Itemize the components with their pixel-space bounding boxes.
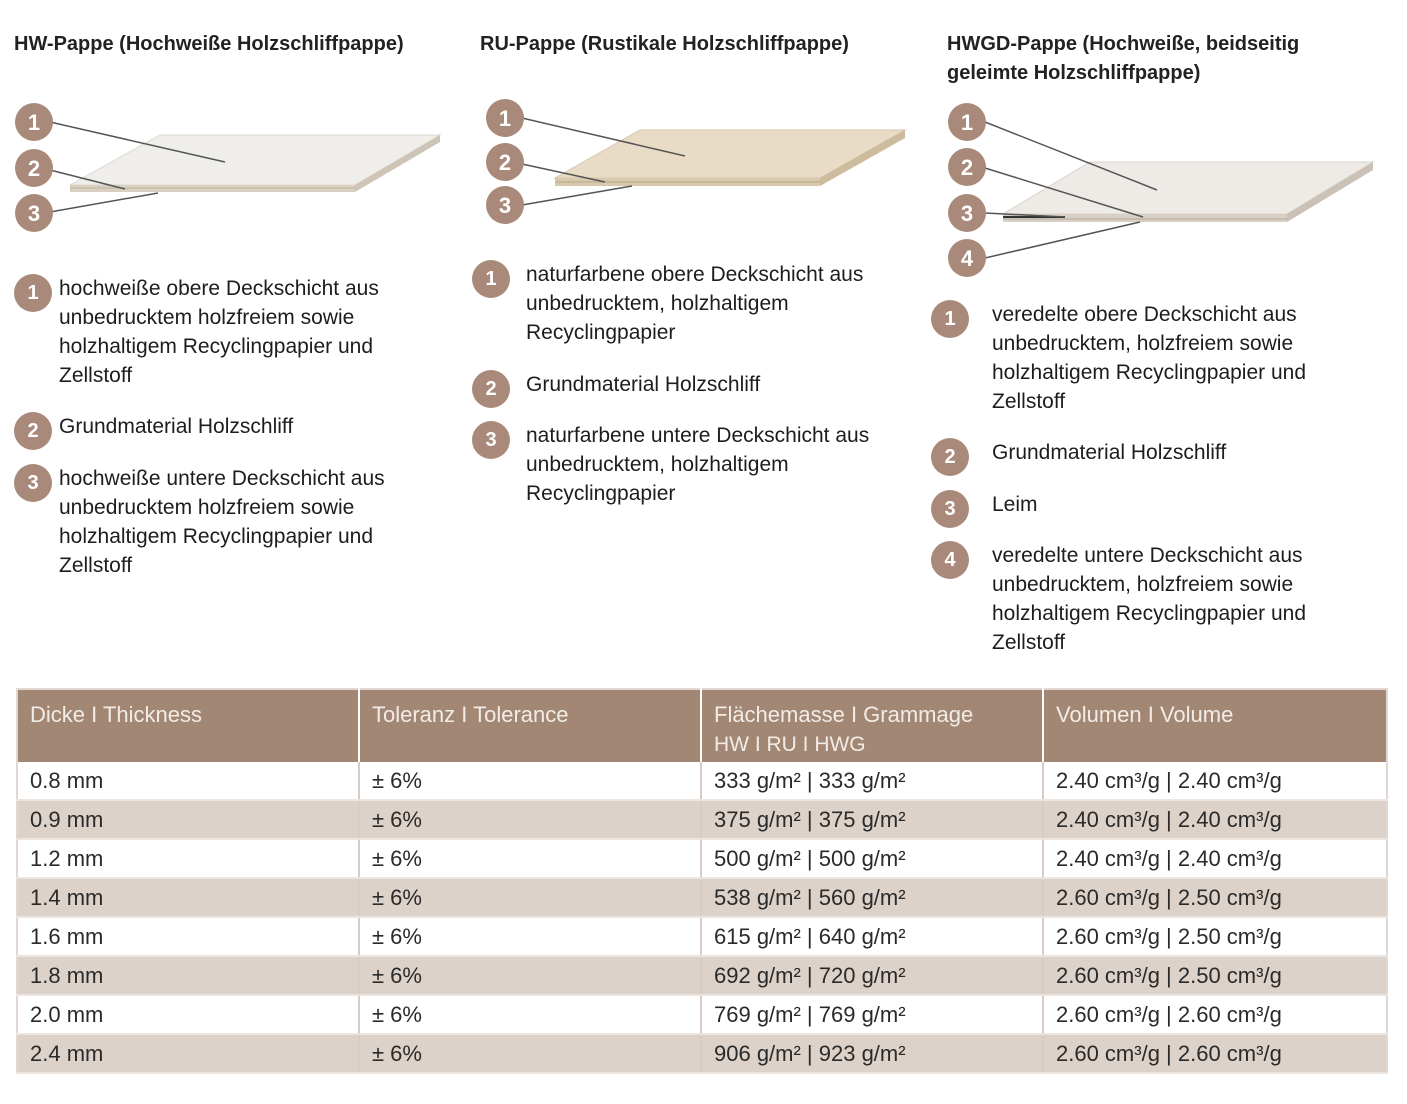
svg-text:3: 3 <box>27 201 41 226</box>
spec-table <box>16 688 1388 1074</box>
svg-text:2: 2 <box>498 150 512 175</box>
cell-grammage: 692 g/m² | 720 g/m² <box>701 956 1043 995</box>
cell-tolerance: ± 6% <box>359 995 701 1034</box>
cell-thickness: 0.8 mm <box>17 762 359 800</box>
hwgd-diagram-marker-4 <box>948 239 986 277</box>
cell-volume: 2.60 cm³/g | 2.50 cm³/g <box>1043 917 1387 956</box>
header-grammage-sub: HW I RU I HWG <box>714 733 866 756</box>
cell-volume: 2.60 cm³/g | 2.50 cm³/g <box>1043 878 1387 917</box>
hw-leader-3 <box>50 193 158 212</box>
hw-board-top-surface <box>70 135 440 185</box>
legend-badge: 1 <box>472 260 510 298</box>
cell-tolerance: ± 6% <box>359 800 701 839</box>
legend-text: Grundmaterial Holzschliff <box>59 415 294 438</box>
legend-badge: 2 <box>14 412 52 450</box>
ru-diagram-marker-1 <box>486 99 524 137</box>
svg-text:1: 1 <box>27 110 41 135</box>
legend-text: veredelte obere Deckschicht aus unbedrucktem, holzfreiem sowie holzhaltigem Recyclingpapier und Zellstoff <box>992 303 1307 413</box>
cell-grammage: 375 g/m² | 375 g/m² <box>701 800 1043 839</box>
legend-text: hochweiße untere Deckschicht aus unbedrucktem holzfreiem sowie holzhaltigem Recyclingpapier und Zellstoff <box>59 467 385 577</box>
column-title-ru: RU-Pappe (Rustikale Holzschliffpappe) <box>480 33 849 55</box>
table-row <box>17 800 1387 839</box>
svg-text:1: 1 <box>498 106 512 131</box>
cell-thickness: 2.0 mm <box>17 995 359 1034</box>
ru-diagram-marker-3 <box>486 186 524 224</box>
legend-badge: 1 <box>931 300 969 338</box>
table-row <box>17 762 1387 800</box>
hwgd-diagram-marker-2 <box>948 148 986 186</box>
legend-text: hochweiße obere Deckschicht aus unbedrucktem holzfreiem sowie holzhaltigem Recyclingpapier und Zellstoff <box>59 277 379 387</box>
cell-thickness: 0.9 mm <box>17 800 359 839</box>
legend-text: Grundmaterial Holzschliff <box>526 373 761 396</box>
legend-badge: 4 <box>931 541 969 579</box>
legend-text: naturfarbene obere Deckschicht aus unbedrucktem, holzhaltigem Recyclingpapier <box>526 263 864 344</box>
header-tolerance: Toleranz I Tolerance <box>359 689 701 762</box>
table-row <box>17 917 1387 956</box>
table-row <box>17 1034 1387 1073</box>
ru-diagram-marker-2 <box>486 143 524 181</box>
cell-tolerance: ± 6% <box>359 1034 701 1073</box>
table-row <box>17 878 1387 917</box>
cell-tolerance: ± 6% <box>359 917 701 956</box>
hwgd-board-top-surface <box>1003 162 1373 214</box>
cell-volume: 2.60 cm³/g | 2.60 cm³/g <box>1043 1034 1387 1073</box>
cell-grammage: 538 g/m² | 560 g/m² <box>701 878 1043 917</box>
cell-tolerance: ± 6% <box>359 839 701 878</box>
cell-thickness: 1.2 mm <box>17 839 359 878</box>
cell-thickness: 1.4 mm <box>17 878 359 917</box>
legend-badge: 3 <box>14 464 52 502</box>
hw-diagram-marker-3 <box>15 194 53 232</box>
legend-badge: 1 <box>14 274 52 312</box>
svg-text:3: 3 <box>498 193 512 218</box>
cell-volume: 2.40 cm³/g | 2.40 cm³/g <box>1043 762 1387 800</box>
ru-board-diagram <box>480 98 920 228</box>
cell-thickness: 2.4 mm <box>17 1034 359 1073</box>
cell-tolerance: ± 6% <box>359 762 701 800</box>
cell-volume: 2.40 cm³/g | 2.40 cm³/g <box>1043 839 1387 878</box>
hw-diagram-marker-1 <box>15 103 53 141</box>
header-thickness: Dicke I Thickness <box>17 689 359 762</box>
svg-text:2: 2 <box>27 156 41 181</box>
hwgd-diagram-marker-1 <box>948 103 986 141</box>
table-header-row <box>17 689 1387 762</box>
legend-text: Grundmaterial Holzschliff <box>992 441 1227 464</box>
hw-board-diagram <box>10 100 450 235</box>
cell-grammage: 500 g/m² | 500 g/m² <box>701 839 1043 878</box>
legend-badge: 2 <box>472 370 510 408</box>
legend-badge: 2 <box>931 438 969 476</box>
legend-badge: 3 <box>472 421 510 459</box>
cell-tolerance: ± 6% <box>359 878 701 917</box>
ru-leader-3 <box>522 186 632 205</box>
column-title-hwgd: HWGD-Pappe (Hochweiße, beidseitig geleimte Holzschliffpappe) <box>947 33 1300 84</box>
header-grammage: Flächemasse I Grammage HW I RU I HWG <box>701 689 1043 762</box>
hwgd-board-diagram <box>945 100 1385 280</box>
cell-volume: 2.60 cm³/g | 2.60 cm³/g <box>1043 995 1387 1034</box>
cell-thickness: 1.8 mm <box>17 956 359 995</box>
header-volume: Volumen I Volume <box>1043 689 1387 762</box>
hwgd-leader-4 <box>985 222 1140 258</box>
cell-grammage: 615 g/m² | 640 g/m² <box>701 917 1043 956</box>
svg-text:1: 1 <box>960 110 974 135</box>
legend-badge: 3 <box>931 490 969 528</box>
column-title-hw: HW-Pappe (Hochweiße Holzschliffpappe) <box>14 33 404 55</box>
legend-text: Leim <box>992 493 1038 516</box>
svg-text:4: 4 <box>960 246 974 271</box>
table-row <box>17 995 1387 1034</box>
table-row <box>17 839 1387 878</box>
hw-diagram-marker-2 <box>15 149 53 187</box>
cell-volume: 2.60 cm³/g | 2.50 cm³/g <box>1043 956 1387 995</box>
cell-tolerance: ± 6% <box>359 956 701 995</box>
svg-text:2: 2 <box>960 155 974 180</box>
cell-volume: 2.40 cm³/g | 2.40 cm³/g <box>1043 800 1387 839</box>
legend-text: veredelte untere Deckschicht aus unbedrucktem, holzfreiem sowie holzhaltigem Recyclingpapier und Zellstoff <box>992 544 1307 654</box>
table-row <box>17 956 1387 995</box>
legend-text: naturfarbene untere Deckschicht aus unbedrucktem, holzhaltigem Recyclingpapier <box>526 424 870 505</box>
hwgd-diagram-marker-3 <box>948 194 986 232</box>
svg-text:3: 3 <box>960 201 974 226</box>
cell-thickness: 1.6 mm <box>17 917 359 956</box>
cell-grammage: 333 g/m² | 333 g/m² <box>701 762 1043 800</box>
cell-grammage: 769 g/m² | 769 g/m² <box>701 995 1043 1034</box>
cell-grammage: 906 g/m² | 923 g/m² <box>701 1034 1043 1073</box>
